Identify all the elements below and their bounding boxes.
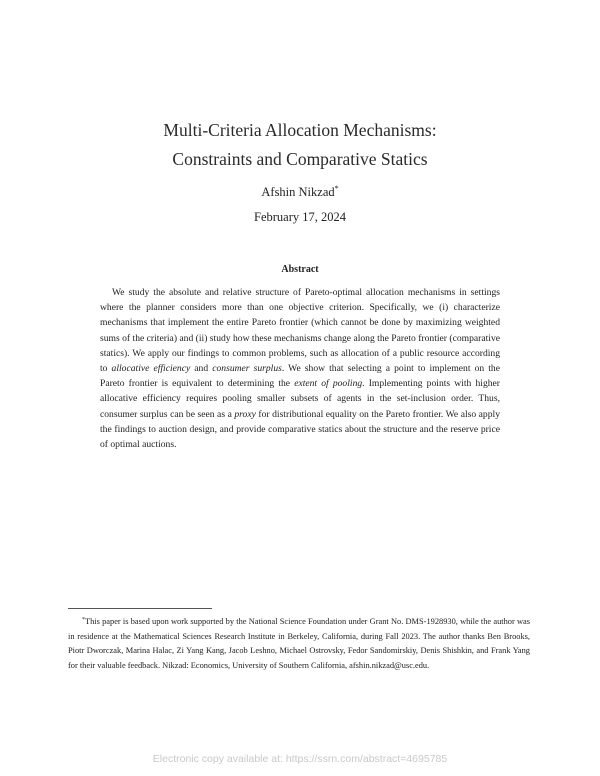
- footnote-text: This paper is based upon work supported by the National Science Foundation under Grant No. DMS-1928930, while the author was in residence at the Mathematical Sciences Research Institute in Berkeley, California, during Fall 2023. The author thanks Ben Brooks, Piotr Dworczak, Marina Halac, Zi Yang Kang, Jacob Leshno, Michael Ostrovsky, Fedor Sandomirskiy, Denis Shishkin, and Frank Yang for their valuable feedback. Nikzad: Economics, University of Southern California, afshin.nikzad@usc.edu.: [68, 617, 530, 670]
- abstract-emphasis-consumer-surplus: consumer surplus: [212, 363, 282, 375]
- paper-title-line-2: Constraints and Comparative Statics: [172, 149, 428, 169]
- footnote: [68, 613, 530, 673]
- abstract-text-5: for distributional equality on the Pareto frontier. We also apply the findings to auction design, and provide comparative statics about the structure and the reserve price of optimal auctions.: [100, 408, 500, 451]
- abstract-emphasis-allocative-efficiency: allocative efficiency: [111, 363, 191, 375]
- ssrn-footer-link[interactable]: Electronic copy available at: https://ssrn.com/abstract=4695785: [152, 753, 448, 765]
- abstract-text-4: . Implementing points with higher allocative efficiency requires pooling smaller subsets of agents in the set-inclusion order. Thus, consumer surplus can be seen as a: [100, 378, 500, 420]
- footnote-divider: [68, 608, 212, 609]
- paper-date: February 17, 2024: [254, 210, 346, 224]
- abstract-emphasis-proxy: proxy: [234, 408, 256, 420]
- author-name-text: Afshin Nikzad: [261, 185, 335, 199]
- paper-title: [0, 116, 600, 174]
- abstract-body: [100, 285, 500, 452]
- abstract-text-2: and: [190, 363, 213, 375]
- abstract-heading: Abstract: [281, 264, 319, 275]
- author-footnote-mark: *: [334, 184, 339, 193]
- paper-title-line-1: Multi-Criteria Allocation Mechanisms:: [163, 120, 437, 140]
- author-name: [0, 181, 600, 200]
- footnote-mark: *: [82, 617, 85, 623]
- abstract-emphasis-extent-of-pooling: extent of pooling: [294, 378, 363, 390]
- abstract-text-1: We study the absolute and relative structure of Pareto-optimal allocation mechanisms in settings where the planner considers more than one objective criterion. Specifically, we (i) characterize mechanisms that implement the entire Pareto frontier (which cannot be done by maximizing weighted sums of the criteria) and (ii) study how these mechanisms change along the Pareto frontier (comparative statics). We apply our findings to common problems, such as allocation of a public resource according to: [100, 287, 500, 375]
- abstract-text-3: . We show that selecting a point to implement on the Pareto frontier is equivalent to determining the: [100, 363, 500, 390]
